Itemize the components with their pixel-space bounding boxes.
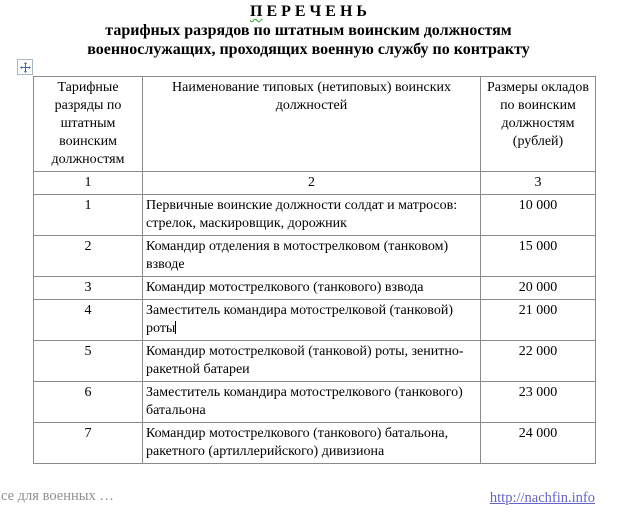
title-first-letter: П bbox=[249, 3, 263, 20]
table-row bbox=[34, 341, 596, 382]
table-body bbox=[34, 77, 596, 464]
footer-site-link[interactable]: http://nachfin.info bbox=[489, 490, 595, 506]
table-move-handle[interactable] bbox=[17, 59, 33, 75]
row-tariff-number[interactable]: 1 bbox=[34, 195, 143, 236]
column-numbering-row bbox=[34, 172, 596, 195]
table-row bbox=[34, 423, 596, 464]
row-salary-value[interactable]: 22 000 bbox=[481, 341, 596, 382]
header-tariff-col[interactable]: Тарифные разряды по штатным воинским должностям bbox=[34, 77, 143, 172]
table-row bbox=[34, 382, 596, 423]
row-salary-value[interactable]: 21 000 bbox=[481, 300, 596, 341]
row-position-name[interactable]: Командир отделения в мотострелковом (танковом) взводе bbox=[143, 236, 481, 277]
document-title bbox=[0, 2, 617, 59]
move-icon bbox=[20, 62, 31, 73]
title-line-2[interactable]: тарифных разрядов по штатным воинским должностям bbox=[105, 22, 512, 39]
tariff-table bbox=[33, 76, 596, 464]
row-tariff-number[interactable]: 7 bbox=[34, 423, 143, 464]
table-header-row bbox=[34, 77, 596, 172]
row-salary-value[interactable]: 23 000 bbox=[481, 382, 596, 423]
table-row bbox=[34, 300, 596, 341]
row-salary-value[interactable]: 15 000 bbox=[481, 236, 596, 277]
title-line-1-rest: Е Р Е Ч Е Н Ь bbox=[262, 3, 367, 20]
row-position-name[interactable]: Заместитель командира мотострелкового (танкового) батальона bbox=[143, 382, 481, 423]
numbering-col-1[interactable]: 1 bbox=[34, 172, 143, 195]
row-salary-value[interactable]: 10 000 bbox=[481, 195, 596, 236]
table-row bbox=[34, 277, 596, 300]
row-position-name[interactable]: Первичные воинские должности солдат и матросов: стрелок, маскировщик, дорожник bbox=[143, 195, 481, 236]
row-tariff-number[interactable]: 5 bbox=[34, 341, 143, 382]
row-tariff-number[interactable]: 3 bbox=[34, 277, 143, 300]
row-salary-value[interactable]: 24 000 bbox=[481, 423, 596, 464]
row-position-name[interactable]: Командир мотострелковой (танковой) роты, зенитно-ракетной батареи bbox=[143, 341, 481, 382]
row-tariff-number[interactable]: 6 bbox=[34, 382, 143, 423]
header-position-col[interactable]: Наименование типовых (нетиповых) воинских должностей bbox=[143, 77, 481, 172]
table-row bbox=[34, 236, 596, 277]
row-position-name[interactable]: Заместитель командира мотострелковой (танковой) роты bbox=[143, 300, 481, 341]
row-tariff-number[interactable]: 2 bbox=[34, 236, 143, 277]
title-line-3[interactable]: военнослужащих, проходящих военную службу по контракту bbox=[87, 41, 530, 58]
row-salary-value[interactable]: 20 000 bbox=[481, 277, 596, 300]
text-cursor bbox=[175, 321, 176, 334]
header-salary-col[interactable]: Размеры окладов по воинским должностям (рублей) bbox=[481, 77, 596, 172]
footer-note: се для военных … bbox=[1, 488, 114, 504]
numbering-col-2[interactable]: 2 bbox=[143, 172, 481, 195]
row-position-name[interactable]: Командир мотострелкового (танкового) взвода bbox=[143, 277, 481, 300]
table-row bbox=[34, 195, 596, 236]
row-position-name[interactable]: Командир мотострелкового (танкового) батальона, ракетного (артиллерийского) дивизиона bbox=[143, 423, 481, 464]
row-tariff-number[interactable]: 4 bbox=[34, 300, 143, 341]
numbering-col-3[interactable]: 3 bbox=[481, 172, 596, 195]
title-line-1[interactable] bbox=[0, 2, 617, 21]
